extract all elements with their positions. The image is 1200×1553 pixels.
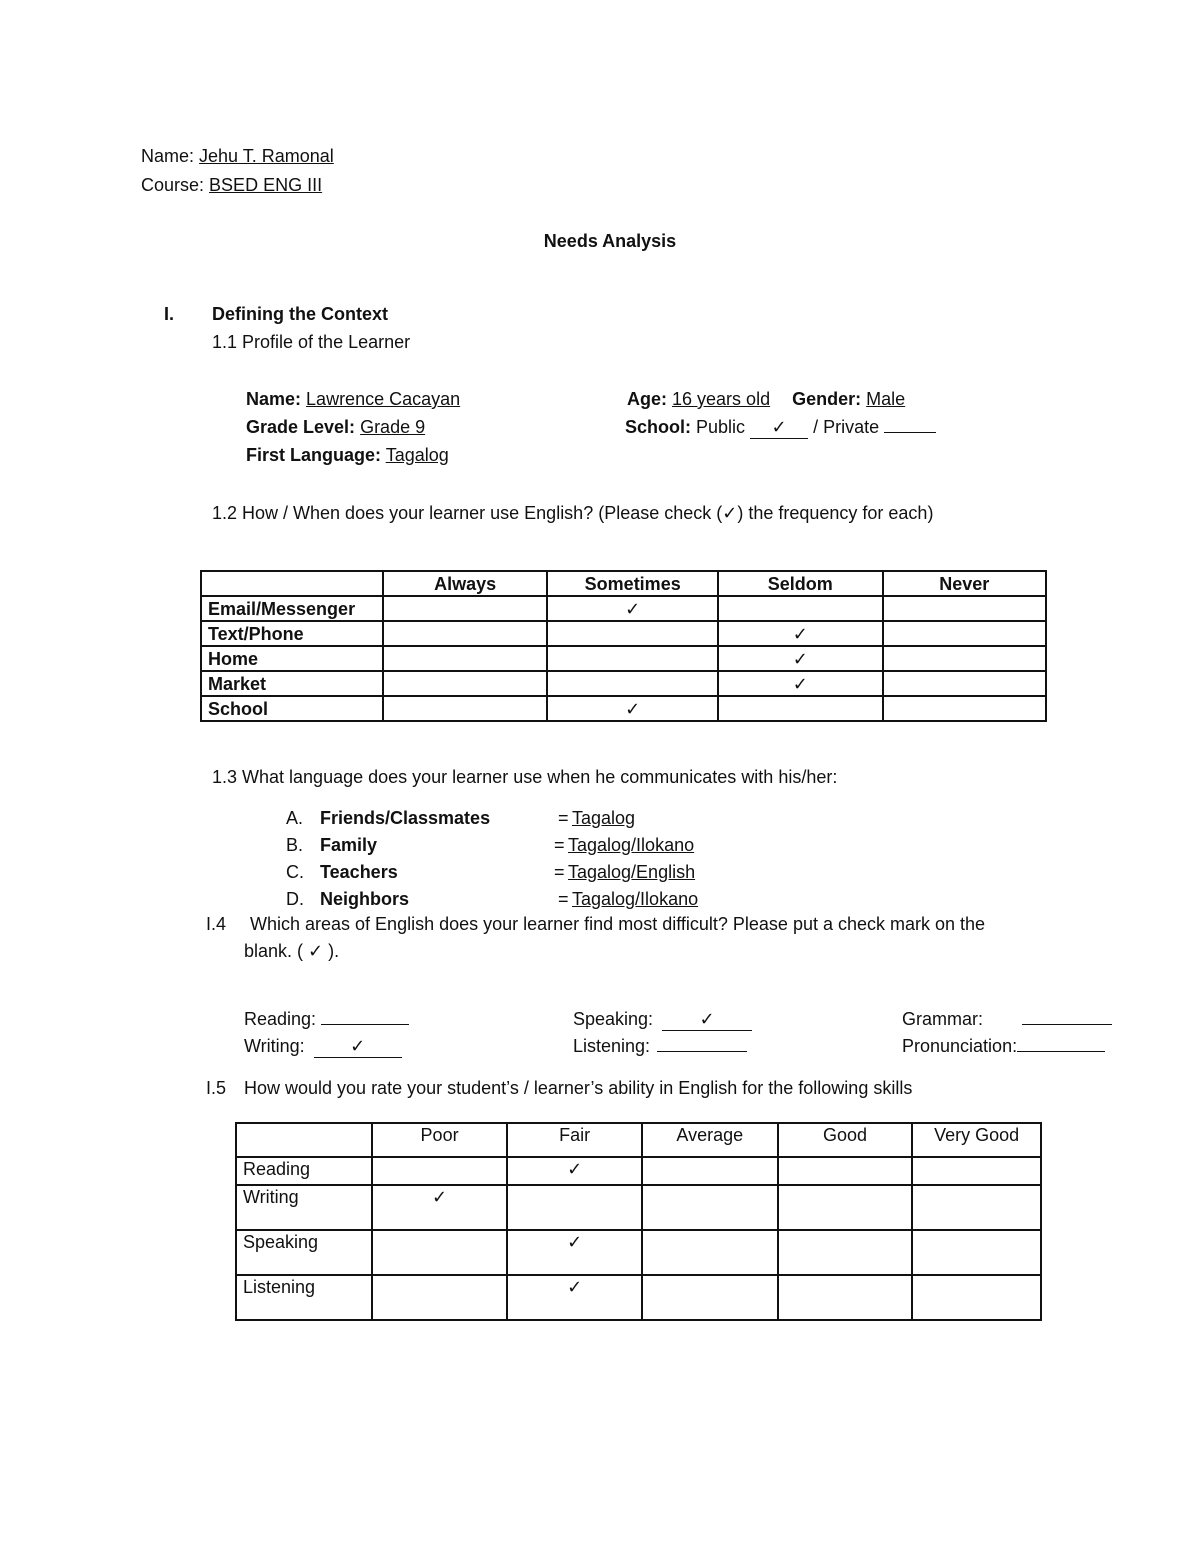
school-line: [625, 416, 936, 439]
check-cell: ✓: [718, 646, 883, 671]
row-label: Writing: [236, 1185, 372, 1230]
first-language-label: First Language:: [246, 445, 382, 465]
listening-area-field: [573, 1035, 747, 1057]
check-cell: [778, 1275, 913, 1320]
check-cell: [883, 596, 1046, 621]
check-cell: ✓: [718, 671, 883, 696]
row-label: Text/Phone: [201, 621, 383, 646]
check-cell: ✓: [718, 621, 883, 646]
check-cell: [642, 1230, 778, 1275]
public-label: Public: [696, 417, 746, 437]
check-cell: [778, 1157, 913, 1185]
comm-letter: C.: [286, 862, 304, 882]
student-name-value: Jehu T. Ramonal: [199, 146, 334, 166]
row-label: Speaking: [236, 1230, 372, 1275]
table-header-cell: Very Good: [912, 1123, 1041, 1157]
comm-language: Tagalog/English: [568, 862, 696, 882]
first-language-value: Tagalog: [385, 445, 449, 465]
check-cell: [718, 696, 883, 721]
check-cell: [642, 1275, 778, 1320]
check-cell: [383, 696, 548, 721]
table-header-cell: Seldom: [718, 571, 883, 596]
table-header-cell: Never: [883, 571, 1046, 596]
comm-language: Tagalog: [572, 808, 636, 828]
subsection-1-4-text: Which areas of English does your learner find most difficult? Please put a check mark on the: [250, 914, 986, 934]
section-heading: Defining the Context: [212, 304, 388, 324]
subsection-1-5-number: I.5: [206, 1078, 227, 1098]
first-language-line: [246, 444, 449, 466]
table-row: [201, 646, 1046, 671]
speaking-area-blank: [662, 1008, 752, 1031]
check-cell: [383, 646, 548, 671]
check-cell: [547, 671, 718, 696]
student-name-line: [141, 145, 334, 167]
gender-label: Gender:: [792, 389, 862, 409]
check-cell: [507, 1157, 642, 1185]
row-label: Market: [201, 671, 383, 696]
check-cell: [912, 1185, 1041, 1230]
writing-area-field: [244, 1035, 402, 1058]
check-mark: ✓: [432, 1187, 448, 1207]
table-row: [201, 621, 1046, 646]
check-cell: ✓: [547, 696, 718, 721]
check-cell: [372, 1157, 508, 1185]
skill-rating-table: [235, 1122, 1042, 1321]
table-header-cell: [201, 571, 383, 596]
reading-area-blank: [321, 1024, 409, 1025]
check-mark: ✓: [567, 1232, 583, 1252]
course-value: BSED ENG III: [209, 175, 323, 195]
check-cell: [883, 696, 1046, 721]
age-label: Age:: [627, 389, 667, 409]
age-value: 16 years old: [672, 389, 771, 409]
grammar-area-label: Grammar:: [902, 1009, 983, 1029]
check-cell: [383, 671, 548, 696]
comm-letter: B.: [286, 835, 304, 855]
check-cell: [547, 646, 718, 671]
check-cell: [372, 1230, 508, 1275]
check-cell: [883, 671, 1046, 696]
row-label: School: [201, 696, 383, 721]
check-cell: [507, 1230, 642, 1275]
check-cell: [372, 1275, 508, 1320]
row-label: Home: [201, 646, 383, 671]
check-cell: [507, 1275, 642, 1320]
table-header-row: [201, 571, 1046, 596]
private-label: Private: [823, 417, 880, 437]
table-header-cell: Good: [778, 1123, 913, 1157]
table-row: [236, 1230, 1041, 1275]
subsection-1-4-number: I.4: [206, 914, 227, 934]
table-row: [201, 671, 1046, 696]
table-header-cell: [236, 1123, 372, 1157]
listening-area-blank: [657, 1051, 747, 1052]
comm-who: Neighbors: [320, 889, 410, 909]
comm-who: Teachers: [320, 862, 398, 882]
table-row: [201, 696, 1046, 721]
grade-line: [246, 416, 425, 438]
check-cell: [547, 621, 718, 646]
grade-value: Grade 9: [360, 417, 426, 437]
subsection-1-5-text: How would you rate your student’s / learner’s ability in English for the following skills: [244, 1078, 913, 1098]
comm-who: Family: [320, 835, 378, 855]
learner-name-line: [246, 388, 460, 410]
learner-name-value: Lawrence Cacayan: [306, 389, 461, 409]
row-label: Email/Messenger: [201, 596, 383, 621]
row-label: Reading: [236, 1157, 372, 1185]
check-cell: [642, 1185, 778, 1230]
check-cell: [778, 1230, 913, 1275]
check-cell: [912, 1157, 1041, 1185]
speaking-area-label: Speaking:: [573, 1009, 654, 1029]
table-header-row: [236, 1123, 1041, 1157]
grade-label: Grade Level:: [246, 417, 356, 437]
check-cell: [718, 596, 883, 621]
learner-name-label: Name:: [246, 389, 302, 409]
private-blank: [884, 432, 936, 433]
comm-eq: =: [558, 808, 569, 828]
comm-language: Tagalog/Ilokano: [568, 835, 695, 855]
row-label: Listening: [236, 1275, 372, 1320]
subsection-1-4-text-cont: blank. ( ✓ ).: [244, 941, 340, 961]
check-mark: ✓: [567, 1277, 583, 1297]
listening-area-label: Listening:: [573, 1036, 651, 1056]
comm-eq: =: [558, 889, 569, 909]
grammar-area-field: [902, 1008, 1112, 1030]
comm-language: Tagalog/Ilokano: [572, 889, 699, 909]
comm-eq: =: [554, 862, 565, 882]
check-cell: [883, 646, 1046, 671]
speaking-area-field: [573, 1008, 752, 1031]
writing-area-blank: [314, 1035, 402, 1058]
public-blank: [750, 416, 808, 439]
subsection-1-3: 1.3 What language does your learner use when he communicates with his/her:: [212, 767, 838, 787]
pronunciation-area-blank: [1017, 1051, 1105, 1052]
table-row: [236, 1275, 1041, 1320]
table-row: [236, 1157, 1041, 1185]
table-header-cell: Fair: [507, 1123, 642, 1157]
check-cell: [383, 621, 548, 646]
page-title: Needs Analysis: [543, 231, 677, 251]
table-row: [236, 1185, 1041, 1230]
check-mark: ✓: [350, 1036, 366, 1056]
table-row: [201, 596, 1046, 621]
check-cell: [912, 1230, 1041, 1275]
check-cell: ✓: [547, 596, 718, 621]
check-mark: ✓: [699, 1009, 715, 1029]
pronunciation-area-label: Pronunciation:: [902, 1036, 1018, 1056]
table-header-cell: Average: [642, 1123, 778, 1157]
reading-area-field: [244, 1008, 409, 1030]
check-cell: [642, 1157, 778, 1185]
grammar-area-blank: [1022, 1024, 1112, 1025]
comm-who: Friends/Classmates: [320, 808, 491, 828]
school-label: School:: [625, 417, 691, 437]
section-numeral: I.: [164, 304, 175, 324]
table-header-cell: Always: [383, 571, 548, 596]
check-cell: [883, 621, 1046, 646]
check-cell: [372, 1185, 508, 1230]
writing-area-label: Writing:: [244, 1036, 305, 1056]
table-header-cell: Poor: [372, 1123, 508, 1157]
table-header-cell: Sometimes: [547, 571, 718, 596]
course-line: [141, 174, 322, 196]
public-check-icon: ✓: [771, 417, 787, 437]
check-mark: ✓: [567, 1159, 583, 1179]
pronunciation-area-field: [902, 1035, 1105, 1057]
subsection-1-1: 1.1 Profile of the Learner: [212, 332, 411, 352]
gender-value: Male: [866, 389, 906, 409]
check-cell: [383, 596, 548, 621]
comm-letter: D.: [286, 889, 304, 909]
reading-area-label: Reading:: [244, 1009, 317, 1029]
course-label: Course:: [141, 175, 205, 195]
comm-letter: A.: [286, 808, 304, 828]
student-name-label: Name:: [141, 146, 195, 166]
subsection-1-2: 1.2 How / When does your learner use English? (Please check (✓) the frequency for each): [212, 503, 934, 523]
age-gender-line: [627, 388, 905, 410]
school-separator: /: [813, 417, 819, 437]
check-cell: [507, 1185, 642, 1230]
comm-eq: =: [554, 835, 565, 855]
english-use-frequency-table: [200, 570, 1047, 722]
check-cell: [912, 1275, 1041, 1320]
check-cell: [778, 1185, 913, 1230]
